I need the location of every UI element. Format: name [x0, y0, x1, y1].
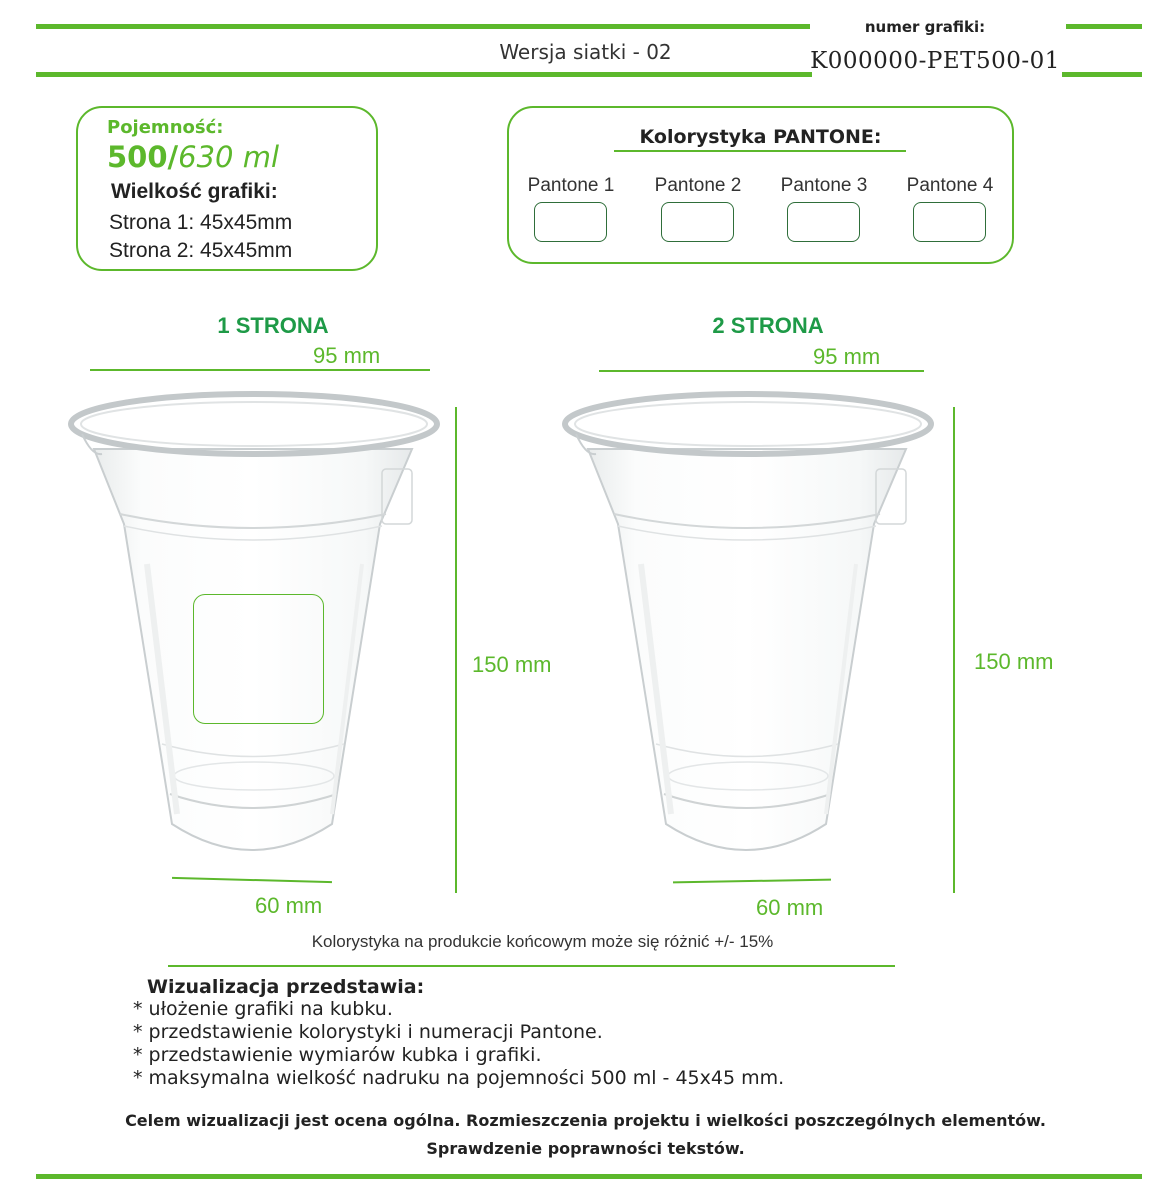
side1-top-width-label: 95 mm [313, 343, 381, 368]
pantone-title-underline [614, 150, 906, 152]
side1-bottom-dimension-line [172, 877, 332, 883]
footer-note-1: Celem wizualizacji jest ocena ogólna. Rozmieszczenia projektu i wielkości poszczególnych elementów. [125, 1111, 1046, 1130]
side2-height-dimension-line [953, 407, 955, 893]
header-bar-top-right [1066, 24, 1142, 29]
pantone-3-swatch [787, 202, 860, 242]
graphic-size-side1: Strona 1: 45x45mm [109, 211, 293, 234]
footer-bar [36, 1174, 1142, 1179]
visualization-item-1: * ułożenie grafiki na kubku. [133, 998, 393, 1020]
pantone-4-label: Pantone 4 [906, 175, 994, 196]
side1-top-dimension-line [90, 369, 430, 371]
color-disclaimer: Kolorystyka na produkcie końcowym może się różnić +/- 15% [311, 932, 774, 951]
graphic-size-side2: Strona 2: 45x45mm [109, 239, 293, 262]
pantone-title: Kolorystyka PANTONE: [639, 126, 882, 148]
pantone-2-swatch [661, 202, 734, 242]
pantone-1-label: Pantone 1 [527, 175, 615, 196]
graphic-number-label: numer grafiki: [864, 18, 986, 36]
pantone-4-swatch [913, 202, 986, 242]
side2-bottom-dimension-line [673, 879, 831, 883]
side2-bottom-width-label: 60 mm [756, 895, 824, 920]
side1-title: 1 STRONA [217, 313, 329, 338]
side2-top-width-label: 95 mm [813, 344, 881, 369]
capacity-value [107, 140, 279, 174]
disclaimer-divider [168, 965, 895, 967]
header-bar-top-left [36, 24, 810, 29]
side1-bottom-width-label: 60 mm [255, 893, 323, 918]
visualization-item-3: * przedstawienie wymiarów kubka i grafiki. [133, 1044, 542, 1066]
graphic-number-value: K000000-PET500-01 [810, 48, 1060, 74]
capacity-value-main: 500/ [107, 140, 179, 174]
visualization-title: Wizualizacja przedstawia: [147, 976, 425, 998]
pantone-3-label: Pantone 3 [780, 175, 868, 196]
side2-top-dimension-line [599, 370, 924, 372]
capacity-value-max: 630 ml [178, 140, 280, 174]
side1-height-label: 150 mm [472, 652, 552, 677]
cup-side2-illustration [556, 384, 950, 874]
grid-version-title: Wersja siatki - 02 [499, 40, 672, 64]
pantone-1-swatch [534, 202, 607, 242]
graphic-size-title: Wielkość grafiki: [111, 180, 278, 203]
visualization-item-4: * maksymalna wielkość nadruku na pojemności 500 ml - 45x45 mm. [133, 1067, 785, 1089]
side2-height-label: 150 mm [974, 649, 1054, 674]
visualization-item-2: * przedstawienie kolorystyki i numeracji Pantone. [133, 1021, 603, 1043]
side2-title: 2 STRONA [712, 313, 824, 338]
side1-print-area [193, 594, 324, 724]
pantone-2-label: Pantone 2 [654, 175, 742, 196]
capacity-label: Pojemność: [107, 117, 224, 138]
footer-note-2: Sprawdzenie poprawności tekstów. [426, 1139, 745, 1158]
